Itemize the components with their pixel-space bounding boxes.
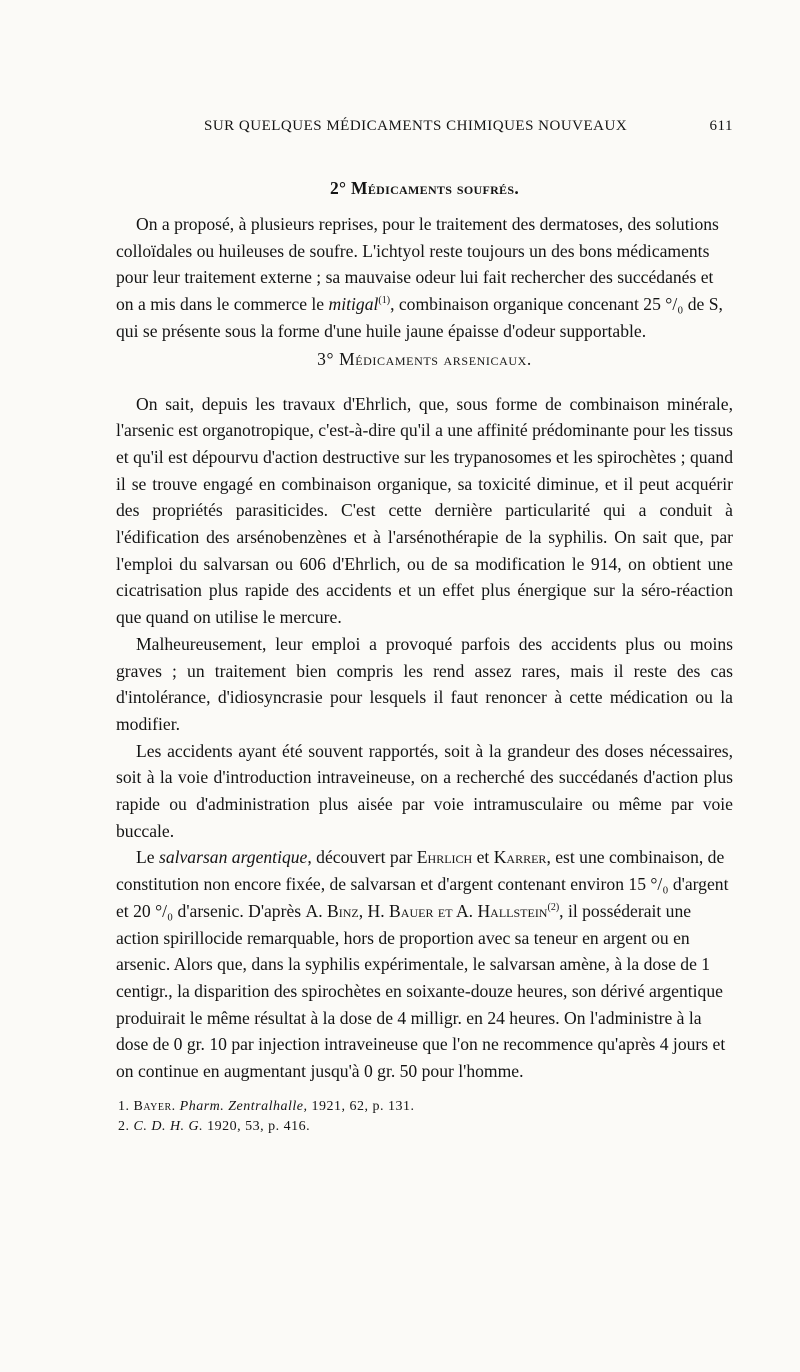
paragraph-sulfur: On a proposé, à plusieurs reprises, pour le traitement des dermatoses, des solutions colloïdales ou huileuses de soufre. L'ichtyol reste toujours un des bons médicaments pour leur traitement externe ; sa mauvaise odeur lui fait rechercher des succédanés et on a mis dans le commerce le mitigal$^{(1)}$, combinaison organique concenant 25 °/₀ de S, qui se présente sous la forme d'une huile jaune épaisse d'odeur supportable.: [116, 214, 723, 341]
footnote: 2. C. D. H. G. 1920, 53, p. 416.: [118, 1118, 311, 1134]
paragraph-arsenic-2: Malheureusement, leur emploi a provoqué parfois des accidents plus ou moins graves ; un traitement bien compris les rend assez rares, mais il reste des cas d'intolérance, d'idiosyncrasie pour lesquels il faut renoncer à cette médication ou la modifier.: [116, 633, 733, 734]
section-number: 3°: [317, 348, 335, 369]
footnote-ref: (1): [378, 295, 391, 307]
product-name: mitigal: [328, 294, 379, 315]
paragraph-arsenic-4: Le salvarsan argentique, découvert par Ehrlich et Karrer, est une combinaison, de constitution non encore fixée, de salvarsan et d'argent contenant environ 15 °/₀ d'argent et 20 °/₀ d'arsenic. D'après A. Binz, H. Bauer et A. Hallstein$^{(2)}$, il posséderait une action spirillocide remarquable, hors de proportion avec sa teneur en argent ou en arsenic. Alors que, dans la syphilis expérimentale, le salvarsan amène, à la dose de 1 centigr., la disparition des spirochètes en soixante-douze heures, son dérivé argentique produirait le même résultat à la dose de 4 milligr. en 24 heures. On l'administre à la dose de 0 gr. 10 par injection intraveineuse que l'on ne recommence qu'après 4 jours et on continue en augmentant jusqu'à 0 gr. 50 pour l'homme.: [116, 847, 729, 1082]
section-title: Médicaments arsenicaux.: [339, 348, 532, 369]
book-page: [116, 118, 733, 1137]
footnotes: [116, 1097, 733, 1137]
author-name: Karrer: [493, 847, 547, 868]
running-title: SUR QUELQUES MÉDICAMENTS CHIMIQUES NOUVEAUX: [204, 118, 628, 134]
footnote-ref: (2): [547, 902, 560, 914]
author-names: A. Binz, H. Bauer et A. Hallstein: [305, 900, 548, 921]
author-name: Ehrlich: [416, 847, 473, 868]
paragraph-arsenic-3: Les accidents ayant été souvent rapportés, soit à la grandeur des doses nécessaires, soit à la voie d'introduction intraveineuse, on a recherché des succédanés d'action plus rapide ou d'administration plus aisée par voie intramusculaire ou même par voie buccale.: [116, 740, 733, 841]
paragraph-arsenic-1: On sait, depuis les travaux d'Ehrlich, que, sous forme de combinaison minérale, l'arsenic est organotropique, c'est-à-dire qu'il a une affinité prédominante pour les tissus et qu'il est dépourvu d'action destructive sur les trypanosomes et les spirochètes ; quand il se trouve engagé en combinaison organique, sa toxicité diminue, et il peut acquérir des propriétés parasiticides. C'est cette dernière particularité qui a conduit à l'édification des arsénobenzènes et à l'arsénothérapie de la syphilis. On sait que, par l'emploi du salvarsan ou 606 d'Ehrlich, ou de sa modification le 914, on obtient une cicatrisation plus rapide des accidents et un effet plus énergique sur la séro-réaction que quand on utilise le mercure.: [116, 393, 733, 628]
product-name: salvarsan argentique: [158, 847, 308, 868]
page-number: 611: [709, 118, 733, 134]
section-number: 2°: [329, 178, 347, 198]
running-head: [116, 118, 733, 142]
footnote: 1. Bayer. Pharm. Zentralhalle, 1921, 62, p. 131.: [118, 1098, 415, 1114]
section-title: Médicaments soufrés.: [351, 178, 519, 198]
section-heading-sulfur: [116, 178, 733, 199]
section-heading-arsenic: [116, 349, 733, 370]
